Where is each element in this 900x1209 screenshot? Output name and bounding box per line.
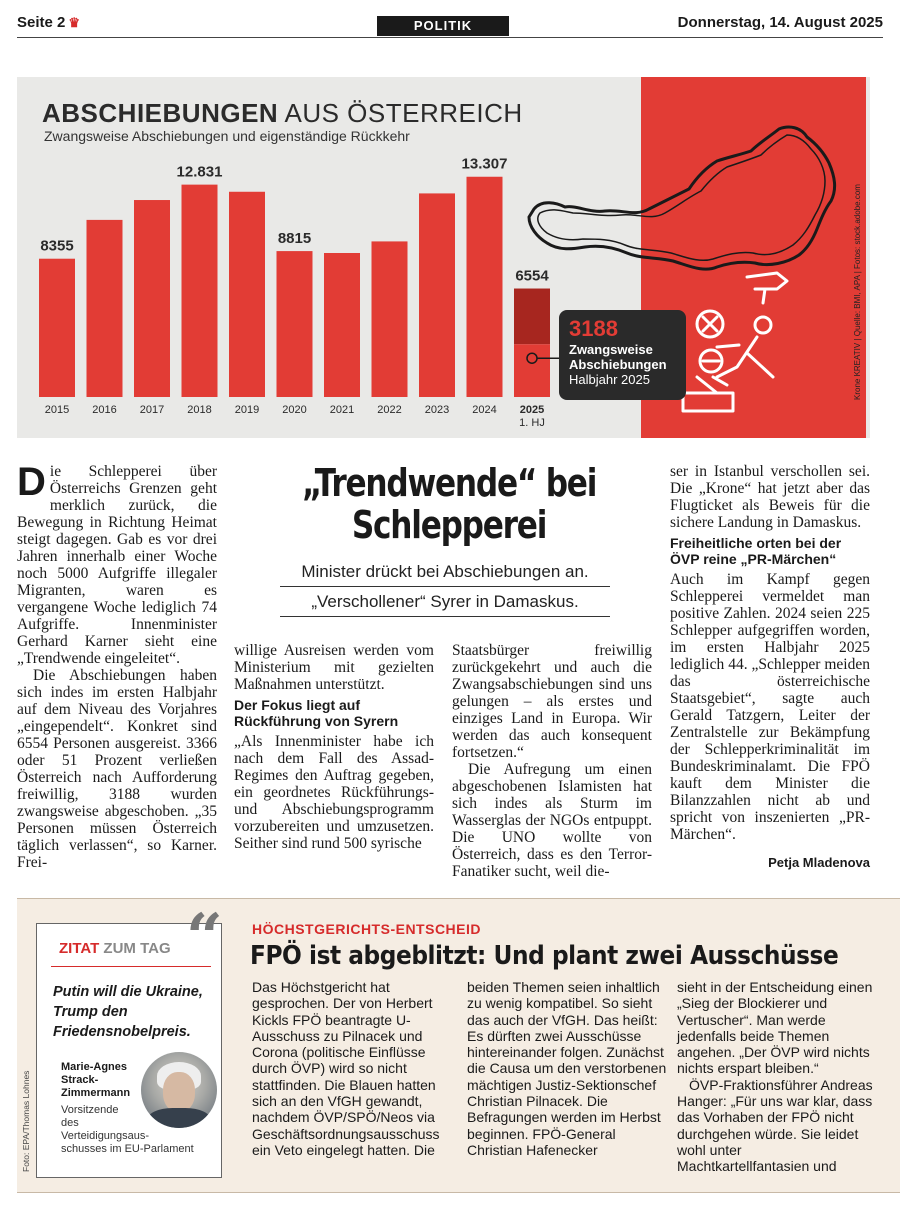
article-column-2 <box>234 642 434 852</box>
bar-2021 <box>324 253 360 397</box>
bar-2025-forced <box>514 344 550 397</box>
graphic-subtitle: Zwangsweise Abschiebungen und eigenständige Rückkehr <box>44 128 410 144</box>
tick-label-2016: 2016 <box>92 404 117 416</box>
infobox-forced-deportations <box>559 310 686 400</box>
tick-label-2021: 2021 <box>329 404 355 416</box>
data-label-2025: 6554 <box>515 267 549 285</box>
tick-sublabel-2025: 1. HJ <box>519 417 545 429</box>
article-paragraph: willige Ausreisen werden vom Ministerium mit gezielten Maßnahmen unterstützt. <box>234 642 434 693</box>
quote-author-role: Vorsitzende des Verteidigungsaus- <box>61 1104 150 1142</box>
page-number: Seite 2 ♛ <box>17 14 81 31</box>
infobox-number: 3188 <box>569 316 618 341</box>
bar-2018 <box>182 185 218 397</box>
article-deck-1: Minister drückt bei Abschiebungen an. <box>280 562 610 587</box>
austria-map-outline-inner <box>538 135 825 260</box>
article-paragraph: Das Höchstgericht hat gesprochen. Der von Herbert Kickls FPÖ beantragte U-Ausschuss zu Pilnacek und Corona (politische Einflüsse durch ÖVP) wird so nicht stattfinden. Die Blauen hatten sich an den VfGH gewandt, nachdem ÖVP/SPÖ/Neos via Geschäftsordnungsausschuss ein Veto eingelegt hatten. Die <box>252 979 440 1158</box>
graphic-credit: Krone KREATIV | Quelle: BMI, APA | Fotos: stock.adobe.com <box>853 184 862 400</box>
crown-icon: ♛ <box>68 15 81 30</box>
article-paragraph: ÖVP-Fraktionsführer Andreas Hanger: „Für uns war klar, dass das Vorhaben der FPÖ nicht durchgehen würde. Sie leidet wohl unter Machtkartellfantasien und <box>677 1076 873 1175</box>
article-headline: „Trendwende“ bei Schlepperei <box>301 461 597 547</box>
article-subhead: Der Fokus liegt auf Rückführung von Syrern <box>234 697 399 729</box>
page-header <box>17 10 883 38</box>
quote-text: Putin will die Ukraine, Trump den Friedensnobelpreis. <box>53 984 203 1040</box>
tick-label-2024: 2024 <box>472 404 497 416</box>
bar-2022 <box>372 241 408 397</box>
graphic-title: ABSCHIEBUNGEN AUS ÖSTERREICH <box>42 98 523 128</box>
article-paragraph: Die Schlepperei über Österreichs Grenzen geht merklich zurück, die Bewegung in Richtung Heimat steigt dagegen. Gab es vor drei Jahren innerhalb einer Woche noch 5000 Aufgriffe illegaler Migranten, waren es vergangene Woche lediglich 74 Aufgriffe. Innenminister Gerhard Karner sieht eine „Trendwende eingeleitet“. <box>17 460 217 667</box>
photo-credit: Foto: EPA/Thomas Lohnes <box>21 1070 31 1172</box>
bottom-column-1 <box>252 979 452 1158</box>
article-paragraph: „Als Innenminister habe ich nach dem Fall des Assad-Regimes den Auftrag gegeben, ein geordnetes Rückführungs- und Abschiebungsprogramm vorzubereiten und umzusetzen. Seither sind rund 500 syrische <box>234 733 434 852</box>
quote-mark-icon: “ <box>186 900 223 975</box>
data-label-2018: 12.831 <box>176 163 223 181</box>
bar-2025-voluntary <box>514 289 550 345</box>
issue-date: Donnerstag, 14. August 2025 <box>677 14 883 31</box>
avatar <box>141 1052 217 1128</box>
bottom-column-2 <box>467 979 667 1158</box>
article-paragraph: ser in Istanbul verschollen sei. Die „Krone“ hat jetzt aber das Flugticket als Beweis für die sichere Landung in Damaskus. <box>670 463 870 531</box>
infobox-period: Halbjahr 2025 <box>569 372 650 387</box>
bar-2016 <box>87 220 123 397</box>
bar-2020 <box>277 251 313 397</box>
infobox-label-1: Zwangsweise <box>569 342 653 357</box>
bar-2024 <box>467 177 503 397</box>
tick-label-2018: 2018 <box>187 404 212 416</box>
article-paragraph: beiden Themen seien inhaltlich zu wenig kompatibel. So sieht das auch der VfGH. Das heißt: Es dürften zwei Ausschüsse hintereinander folgen. Zunächst die Causa um den verstorbenen mächtigen Justiz-Sektionschef Christian Pilnacek. Die Befragungen werden im Herbst beginnen. FPÖ-General Christian Hafenecker <box>467 979 667 1158</box>
data-label-2024: 13.307 <box>461 155 508 173</box>
bottom-column-3 <box>677 979 877 1175</box>
quote-box-label: ZITAT ZUM TAG <box>59 940 171 957</box>
bar-2017 <box>134 200 170 397</box>
tick-label-2023: 2023 <box>424 404 450 416</box>
article-paragraph: Die Abschiebungen haben sich indes im ersten Halbjahr auf dem Niveau des Vorjahres „eingependelt“. Konkret sind 6554 Personen ausgereist. 3366 oder 51 Prozent verließen Österreich nach Aufforderung freiwillig, 3188 wurden zwangsweise abgeschoben. „35 Personen müssen Österreich täglich verlassen“, so Karner. Frei- <box>17 667 217 871</box>
tick-label-2025: 2025 <box>519 404 545 416</box>
infobox-label-2: Abschiebungen <box>569 357 667 372</box>
article-subhead: Freiheitliche orten bei der ÖVP reine „PR-Märchen“ <box>670 535 842 567</box>
dropcap: D <box>17 460 46 504</box>
article-paragraph: Die Aufregung um einen abgeschobenen Islamisten hat sich indes als Sturm im Wasserglas der NGOs entpuppt. Die UNO wollte von Österreich, dass es den Terror-Fanatiker sucht, weil die- <box>452 761 652 880</box>
data-label-2015: 8355 <box>40 237 74 255</box>
bottom-headline: FPÖ ist abgeblitzt: Und plant zwei Ausschüsse <box>250 941 839 971</box>
article-column-1 <box>17 460 217 871</box>
tick-label-2020: 2020 <box>282 404 307 416</box>
article-paragraph: sieht in der Entscheidung einen „Sieg der Blockierer und Vertuscher“. Man werde jedenfalls beide Themen angehen. „Der ÖVP wird nichts nichts erspart bleiben.“ <box>677 979 873 1077</box>
article-paragraph: Auch im Kampf gegen Schlepperei vermeldet man positive Zahlen. 2024 seien 225 Schlepper aufgegriffen worden, im ersten Halbjahr 2025 lediglich 44. „Schlepper meiden das österreichische Staatsgebiet“, sagte auch Gerald Tatzgern, Leiter der Zentralstelle zur Bekämpfung der Schlepperkriminalität im Bundeskriminalamt. Die FPÖ kauft dem Minister die Bilanzzahlen nicht ab und spricht von inszenierten „PR-Märchen“. <box>670 571 870 843</box>
bar-2015 <box>39 259 75 397</box>
tick-label-2015: 2015 <box>44 404 70 416</box>
tick-label-2022: 2022 <box>377 404 402 416</box>
article-column-3 <box>452 642 652 880</box>
article-column-4 <box>670 463 870 843</box>
quote-author-name: Marie-Agnes Strack-Zimmermann <box>61 1061 131 1099</box>
quote-author-role-cont: schusses im EU-Parlament <box>61 1143 194 1155</box>
bar-2023 <box>419 193 455 397</box>
tick-label-2017: 2017 <box>139 404 165 416</box>
article-paragraph: Staatsbürger freiwillig zurückgekehrt und auch die Zwangsabschiebungen sind uns gelungen – als erstes und einziges Land in Europa. Wir werden das auch konsequent fortsetzen.“ <box>452 642 652 761</box>
bottom-kicker: HÖCHSTGERICHTS-ENTSCHEID <box>252 921 482 937</box>
bar-2019 <box>229 192 265 397</box>
tick-label-2019: 2019 <box>234 404 260 416</box>
data-label-2020: 8815 <box>277 230 312 248</box>
section-label: POLITIK <box>377 16 509 36</box>
deportation-graphic <box>17 77 870 438</box>
author-byline: Petja Mladenova <box>768 855 870 870</box>
deportation-pictogram <box>683 273 787 411</box>
article-deck-2: „Verschollener“ Syrer in Damaskus. <box>280 592 610 617</box>
